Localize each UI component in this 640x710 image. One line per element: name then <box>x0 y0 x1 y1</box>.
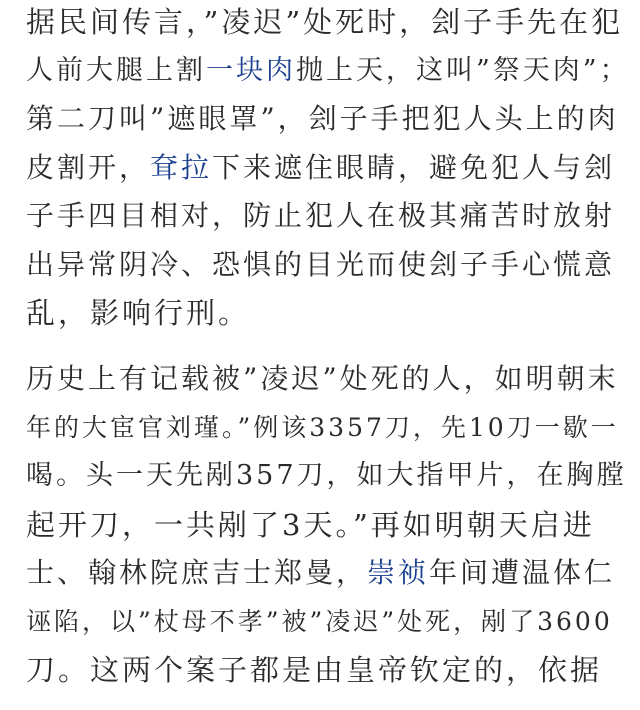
text-line <box>26 357 619 401</box>
text-line <box>26 551 615 595</box>
text-segment: 据民间传言，”凌迟”处死时，刽子手先在犯 <box>26 5 624 39</box>
text-line <box>26 406 619 450</box>
text-line <box>26 97 619 141</box>
text-line <box>26 291 250 335</box>
text-segment: 历史上有记载被”凌迟”处死的人，如明朝末 <box>26 362 619 395</box>
text-segment: 人前大腿上割 <box>26 54 206 86</box>
text-segment: 乱，影响行刑。 <box>26 296 251 330</box>
text-line <box>26 454 627 498</box>
text-line <box>26 0 623 44</box>
text-line <box>26 503 595 547</box>
text-line <box>26 243 615 287</box>
paragraph <box>0 357 640 697</box>
text-segment: 子手四目相对，防止犯人在极其痛苦时放射 <box>26 199 616 232</box>
keyword-link[interactable]: 崇祯 <box>367 556 430 589</box>
text-line <box>26 648 602 692</box>
text-line <box>26 146 615 190</box>
text-segment: 年的大宦官刘瑾。”例该3357刀，先10刀一歇一 <box>26 412 619 442</box>
text-segment: 年间遭温体仁 <box>429 556 616 589</box>
paragraph <box>0 0 640 340</box>
text-line <box>26 194 615 238</box>
text-segment: 喝。头一天先剐357刀，如大指甲片，在胸膛 <box>26 460 627 491</box>
keyword-link[interactable]: 耷拉 <box>150 150 213 184</box>
text-segment: 第二刀叫”遮眼罩”，刽子手把犯人头上的肉 <box>26 102 619 135</box>
text-line <box>26 49 630 93</box>
text-segment: 刀。这两个案子都是由皇帝钦定的，依据 <box>26 653 603 687</box>
text-segment: 起开刀，一共剐了3天。”再如明朝天启进 <box>26 507 595 542</box>
text-segment: 下来遮住眼睛，避免犯人与刽 <box>212 150 616 184</box>
text-segment: 出异常阴冷、恐惧的目光而使刽子手心慌意 <box>26 247 616 281</box>
text-segment: 诬陷，以”杖母不孝”被”凌迟”处死，剐了3600 <box>26 606 613 636</box>
keyword-link[interactable]: 一块肉 <box>206 54 296 86</box>
text-line <box>26 600 613 644</box>
text-segment: 皮割开， <box>26 150 151 184</box>
text-segment: 抛上天，这叫”祭天肉”； <box>296 54 630 86</box>
text-segment: 士、翰林院庶吉士郑曼， <box>26 556 368 589</box>
